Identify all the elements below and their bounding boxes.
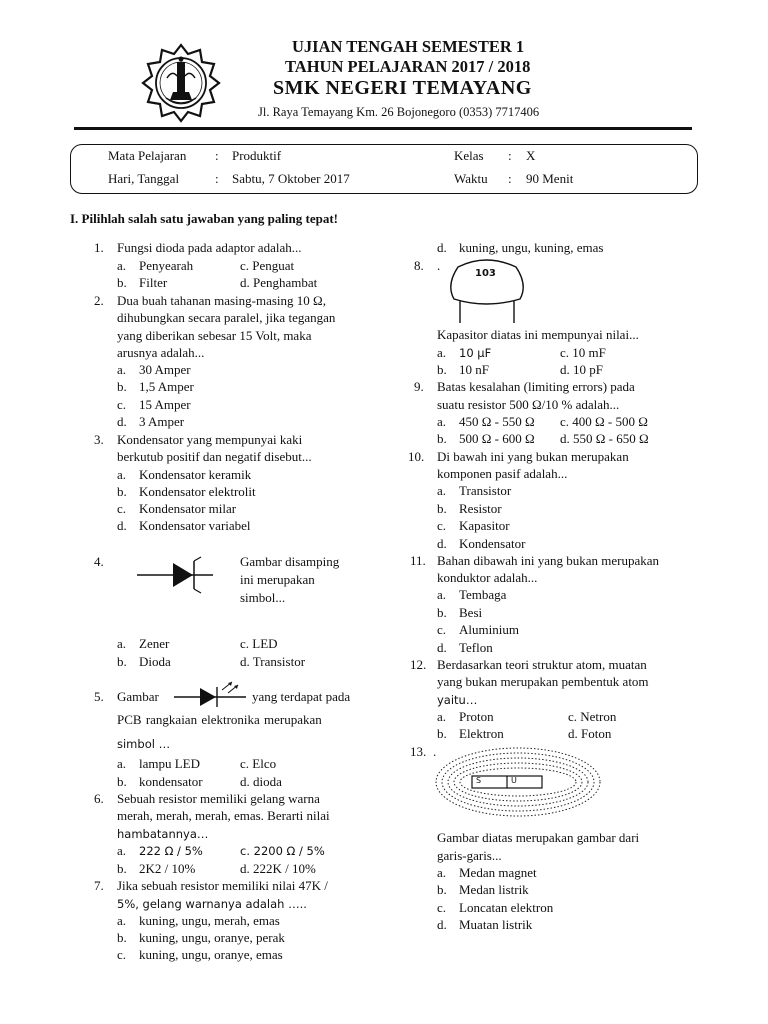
option-text: kuning, ungu, oranye, emas xyxy=(139,947,283,962)
option-text: d. 222K / 10% xyxy=(240,861,316,876)
option-letter: d. xyxy=(437,240,447,255)
date-value: Sabtu, 7 Oktober 2017 xyxy=(232,171,350,186)
date-label: Hari, Tanggal xyxy=(108,171,180,186)
question-text: Berdasarkan teori struktur atom, muatan xyxy=(437,657,647,672)
question-text: yaitu… xyxy=(437,693,478,707)
option-text: c. Penguat xyxy=(240,258,295,273)
option-text: 10 nF xyxy=(459,362,489,377)
question-text: Dua buah tahanan masing-masing 10 Ω, xyxy=(117,293,326,308)
question-number: 10. xyxy=(408,449,425,464)
option-text: Kondensator xyxy=(459,536,526,551)
option-letter: d. xyxy=(437,536,447,551)
option-letter: c. xyxy=(117,397,127,412)
option-text: 450 Ω - 550 Ω xyxy=(459,414,535,429)
question-text: komponen pasif adalah... xyxy=(437,466,568,481)
option-letter: c. xyxy=(437,518,447,533)
option-letter: b. xyxy=(437,501,447,516)
option-text: Tembaga xyxy=(459,587,507,602)
magnet-south-label: S xyxy=(476,776,482,785)
option-text: d. Penghambat xyxy=(240,275,318,290)
academic-year: TAHUN PELAJARAN 2017 / 2018 xyxy=(285,57,531,76)
option-letter: b. xyxy=(437,605,447,620)
question-text: Sebuah resistor memiliki gelang warna xyxy=(117,791,320,806)
option-text: c. Elco xyxy=(240,756,277,771)
question-text: hambatannya… xyxy=(117,827,209,841)
option-text: Zener xyxy=(139,636,170,651)
question-text: garis-garis... xyxy=(437,848,502,863)
question-text: Gambar xyxy=(117,689,159,704)
colon: : xyxy=(215,148,219,163)
question-text: suatu resistor 500 Ω/10 % adalah... xyxy=(437,397,620,412)
option-text: 500 Ω - 600 Ω xyxy=(459,431,535,446)
question-text: berkutub positif dan negatif disebut... xyxy=(117,449,312,464)
option-text: Loncatan elektron xyxy=(459,900,554,915)
option-text: 10 μF xyxy=(459,346,492,360)
question-text: . xyxy=(437,258,441,273)
question-text: 5%, gelang warnanya adalah ….. xyxy=(117,897,307,911)
option-text: Kondensator elektrolit xyxy=(139,484,256,499)
option-letter: b. xyxy=(117,654,127,669)
option-text: Dioda xyxy=(139,654,171,669)
question-number: 2. xyxy=(94,293,104,308)
option-text: Besi xyxy=(459,605,483,620)
option-letter: b. xyxy=(117,484,127,499)
option-letter: a. xyxy=(117,913,127,928)
school-address: Jl. Raya Temayang Km. 26 Bojonegoro (0353) 7717406 xyxy=(258,105,540,119)
question-text: yang diberikan sebesar 15 Volt, maka xyxy=(117,328,312,343)
option-letter: c. xyxy=(117,947,127,962)
option-text: Medan listrik xyxy=(459,882,529,897)
subject-value: Produktif xyxy=(232,148,282,163)
option-text: Kondensator variabel xyxy=(139,518,251,533)
option-text: 3 Amper xyxy=(139,414,185,429)
question-text: dihubungkan secara paralel, jika tegangan xyxy=(117,310,336,325)
option-letter: a. xyxy=(117,636,127,651)
question-text: Gambar diatas merupakan gambar dari xyxy=(437,830,640,845)
header-rule xyxy=(74,127,692,130)
question-text: . xyxy=(433,744,437,759)
question-text: Batas kesalahan (limiting errors) pada xyxy=(437,379,635,394)
option-text: c. LED xyxy=(240,636,278,651)
question-number: 7. xyxy=(94,878,104,893)
option-letter: a. xyxy=(117,756,127,771)
question-text: Bahan dibawah ini yang bukan merupakan xyxy=(437,553,660,568)
option-letter: c. xyxy=(437,622,447,637)
question-text: Kondensator yang mempunyai kaki xyxy=(117,432,303,447)
logo-emblem-icon xyxy=(140,42,222,124)
question-number: 12. xyxy=(410,657,427,672)
option-text: kuning, ungu, oranye, perak xyxy=(139,930,285,945)
class-value: X xyxy=(526,148,536,163)
option-text: d. Transistor xyxy=(240,654,306,669)
option-letter: c. xyxy=(117,501,127,516)
option-letter: a. xyxy=(437,483,447,498)
option-text: Teflon xyxy=(459,640,493,655)
subject-label: Mata Pelajaran xyxy=(108,148,187,163)
option-text: kuning, ungu, kuning, emas xyxy=(459,240,604,255)
option-text: d. dioda xyxy=(240,774,282,789)
question-text: yang terdapat pada xyxy=(252,689,351,704)
option-text: Filter xyxy=(139,275,168,290)
option-text: Kondensator keramik xyxy=(139,467,252,482)
option-text: d. Foton xyxy=(568,726,612,741)
option-letter: a. xyxy=(117,258,127,273)
option-text: Aluminium xyxy=(459,622,519,637)
option-letter: a. xyxy=(117,467,127,482)
question-text: PCB rangkaian elektronika merupakan xyxy=(117,712,322,727)
option-text: d. 550 Ω - 650 Ω xyxy=(560,431,649,446)
magnet-north-label: U xyxy=(511,776,517,785)
option-text: Medan magnet xyxy=(459,865,537,880)
option-letter: c. xyxy=(437,900,447,915)
option-text: d. 10 pF xyxy=(560,362,603,377)
option-text: 1,5 Amper xyxy=(139,379,194,394)
option-letter: a. xyxy=(437,709,447,724)
option-letter: b. xyxy=(437,726,447,741)
option-letter: a. xyxy=(117,362,127,377)
question-text: Fungsi dioda pada adaptor adalah... xyxy=(117,240,302,255)
colon: : xyxy=(508,171,512,186)
question-text: simbol … xyxy=(117,737,171,751)
option-letter: a. xyxy=(437,414,447,429)
question-number: 6. xyxy=(94,791,104,806)
question-text: Kapasitor diatas ini mempunyai nilai... xyxy=(437,327,639,342)
time-value: 90 Menit xyxy=(526,171,574,186)
school-name: SMK NEGERI TEMAYANG xyxy=(273,77,532,99)
question-number: 13. xyxy=(410,744,427,759)
section-instruction: I. Pilihlah salah satu jawaban yang paling tepat! xyxy=(70,211,339,226)
zener-diode-symbol-icon xyxy=(135,553,215,599)
option-text: kondensator xyxy=(139,774,203,789)
question-text: Jika sebuah resistor memiliki nilai 47K / xyxy=(117,878,328,893)
led-symbol-icon xyxy=(172,680,248,710)
option-text: c. Netron xyxy=(568,709,617,724)
question-text: ini merupakan xyxy=(240,572,315,587)
option-letter: b. xyxy=(117,275,127,290)
option-text: lampu LED xyxy=(139,756,201,771)
option-text: 2K2 / 10% xyxy=(139,861,196,876)
option-letter: b. xyxy=(117,861,127,876)
question-text: konduktor adalah... xyxy=(437,570,538,585)
question-number: 3. xyxy=(94,432,104,447)
school-logo xyxy=(140,42,222,124)
option-letter: b. xyxy=(117,774,127,789)
option-text: c. 10 mF xyxy=(560,345,606,360)
option-letter: d. xyxy=(117,518,127,533)
question-number: 5. xyxy=(94,689,104,704)
option-text: c. 400 Ω - 500 Ω xyxy=(560,414,648,429)
option-text: 30 Amper xyxy=(139,362,191,377)
option-letter: b. xyxy=(437,431,447,446)
question-text: merah, merah, merah, emas. Berarti nilai xyxy=(117,808,330,823)
question-text: Di bawah ini yang bukan merupakan xyxy=(437,449,629,464)
question-number: 11. xyxy=(410,553,426,568)
class-label: Kelas xyxy=(454,148,484,163)
option-text: Muatan listrik xyxy=(459,917,533,932)
option-text: Transistor xyxy=(459,483,512,498)
option-text: Proton xyxy=(459,709,494,724)
option-letter: d. xyxy=(117,414,127,429)
option-letter: a. xyxy=(437,345,447,360)
colon: : xyxy=(508,148,512,163)
question-number: 4. xyxy=(94,554,104,569)
option-letter: d. xyxy=(437,640,447,655)
option-letter: b. xyxy=(117,930,127,945)
option-text: Elektron xyxy=(459,726,504,741)
option-letter: b. xyxy=(437,362,447,377)
magnetic-field-lines-image xyxy=(434,746,602,820)
option-text: Penyearah xyxy=(139,258,194,273)
question-text: arusnya adalah... xyxy=(117,345,205,360)
option-letter: a. xyxy=(117,843,127,858)
exam-title: UJIAN TENGAH SEMESTER 1 xyxy=(292,37,525,56)
question-number: 8. xyxy=(414,258,424,273)
question-text: yang bukan merupakan pembentuk atom xyxy=(437,674,649,689)
option-text: Resistor xyxy=(459,501,502,516)
option-text: c. 2200 Ω / 5% xyxy=(240,844,325,858)
option-text: kuning, ungu, merah, emas xyxy=(139,913,280,928)
option-text: Kapasitor xyxy=(459,518,510,533)
capacitor-code: 103 xyxy=(475,268,496,279)
option-text: 15 Amper xyxy=(139,397,191,412)
option-letter: b. xyxy=(117,379,127,394)
time-label: Waktu xyxy=(454,171,488,186)
question-text: Gambar disamping xyxy=(240,554,340,569)
colon: : xyxy=(215,171,219,186)
question-text: simbol... xyxy=(240,590,286,605)
question-number: 1. xyxy=(94,240,104,255)
option-letter: a. xyxy=(437,865,447,880)
option-letter: b. xyxy=(437,882,447,897)
option-letter: a. xyxy=(437,587,447,602)
option-letter: d. xyxy=(437,917,447,932)
option-text: 222 Ω / 5% xyxy=(139,844,203,858)
option-text: Kondensator milar xyxy=(139,501,237,516)
question-number: 9. xyxy=(414,379,424,394)
